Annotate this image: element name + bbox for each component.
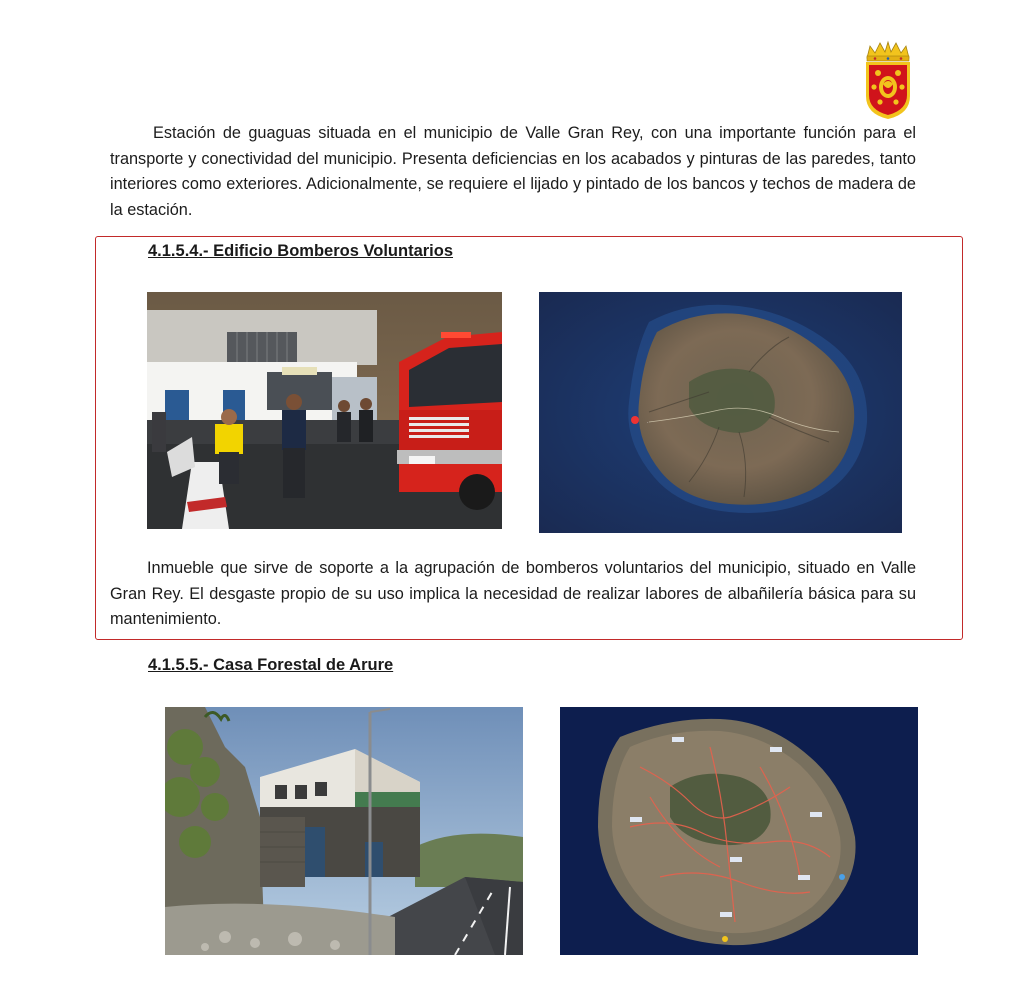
coat-of-arms-logo	[862, 40, 914, 120]
fire-station-photo	[147, 292, 502, 529]
svg-text:·: ·	[647, 420, 649, 426]
bomberos-paragraph: Inmueble que sirve de soporte a la agrupación de bomberos voluntarios del municipio, situado en Valle Gran Rey. El desgaste propio de su uso implica la necesidad de realizar labores de albañilería básica para su mantenimiento.	[110, 559, 916, 629]
section-heading-casa-forestal: 4.1.5.5.- Casa Forestal de Arure	[148, 656, 394, 674]
intro-paragraph: Estación de guaguas situada en el municipio de Valle Gran Rey, con una importante función para el transporte y conectividad del municipio. Presenta deficiencias en los acabados y pinturas de las paredes, tanto interiores como exteriores. Adicionalmente, se requiere el lijado y pintado de los bancos y techos de madera de la estación.	[110, 124, 916, 219]
section-heading-bomberos: 4.1.5.4.- Edificio Bomberos Voluntarios	[148, 242, 454, 260]
satellite-map-photo	[539, 292, 902, 533]
forest-house-photo	[165, 707, 523, 955]
route-map-photo	[560, 707, 918, 955]
